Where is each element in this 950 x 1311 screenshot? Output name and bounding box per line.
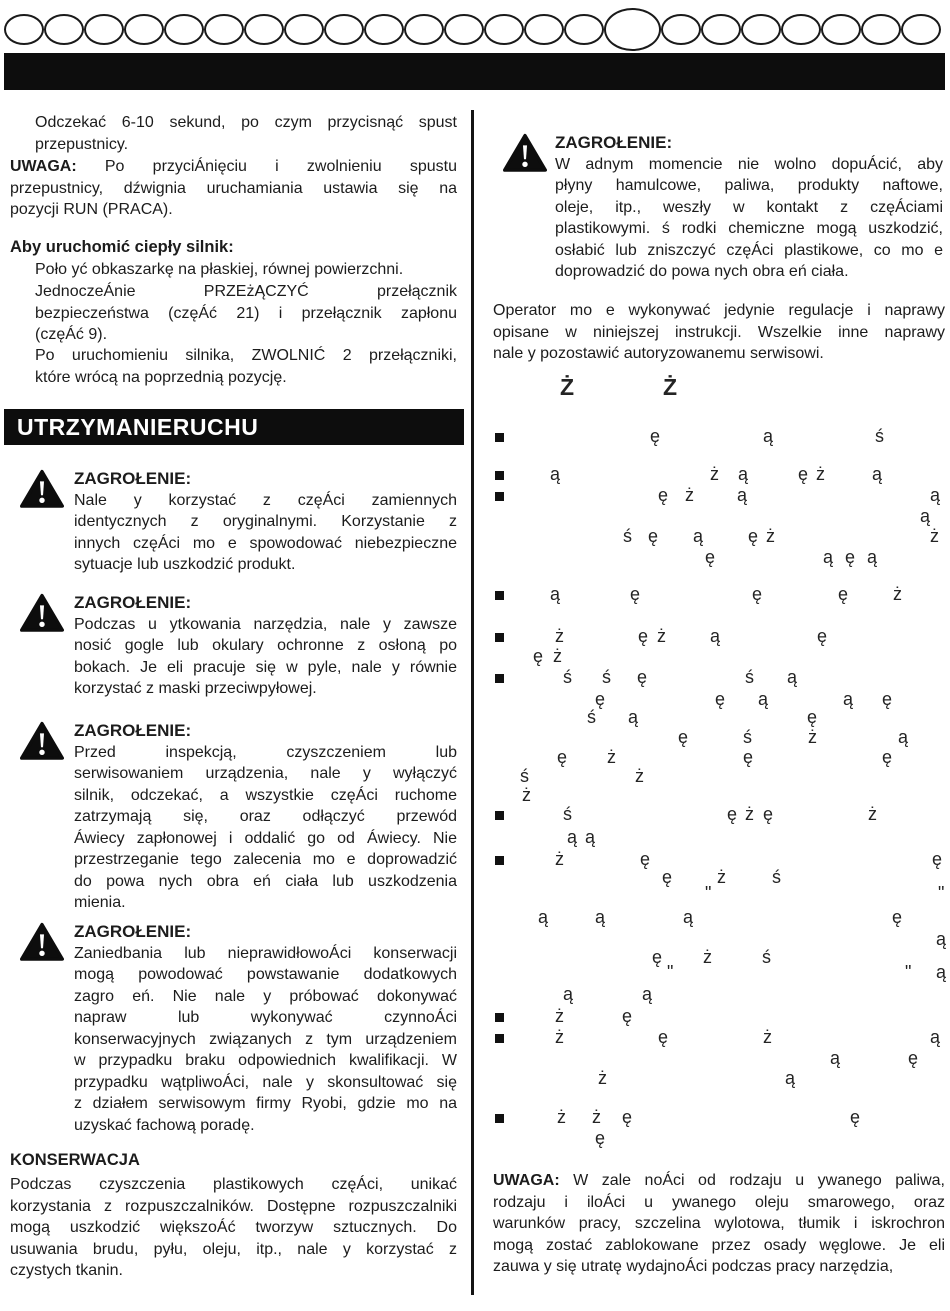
text-line: opisane w niniejszej instrukcji. Wszelkie inne naprawy	[493, 323, 945, 341]
chain-ellipse	[44, 14, 84, 45]
warning-block	[10, 921, 457, 1136]
degraded-glyph: ż	[557, 1107, 566, 1127]
degraded-glyph: ą	[683, 907, 694, 927]
chain-ellipse	[244, 14, 284, 45]
degraded-glyph: Ż	[560, 374, 575, 400]
text-line: napraw lub wykonywać czynnoÁci	[74, 1009, 457, 1026]
degraded-glyph: ś	[762, 947, 771, 967]
warning-body	[74, 742, 457, 914]
chain-ellipse	[524, 14, 564, 45]
degraded-glyph: ę	[637, 667, 648, 687]
degraded-glyph: ż	[703, 947, 712, 967]
warning-body	[74, 943, 457, 1137]
text-line: usuwania brudu, pyłu, oleju, itp., nale y korzystać z	[10, 1240, 457, 1258]
degraded-glyph: ą	[930, 485, 941, 505]
text-line: Zaniedbania lub nieprawidłowoÁci konserwacji	[74, 944, 457, 962]
note-paragraph	[493, 1170, 945, 1278]
warning-body	[74, 490, 457, 576]
warning-block	[10, 468, 457, 576]
degraded-glyph: ż	[553, 646, 562, 666]
degraded-glyph: ś	[520, 766, 529, 786]
text-line: sytuacje lub uszkodzić produkt.	[74, 556, 296, 573]
paragraph	[10, 259, 457, 281]
warning-block	[10, 592, 457, 700]
warning-title: ZAGROŁENIE:	[555, 133, 673, 152]
degraded-glyph: ę	[727, 804, 738, 824]
chain-ellipse	[901, 14, 941, 45]
text-line: uzyskać fachową poradę.	[74, 1116, 255, 1134]
maintenance-heading: KONSERWACJA	[10, 1151, 140, 1169]
warning-block	[474, 132, 950, 283]
degraded-glyph: ę	[705, 547, 716, 567]
degraded-glyph: ę	[908, 1048, 919, 1068]
degraded-glyph: ę	[882, 747, 893, 767]
text-line: do powa nych obra eń ciała lub uszkodzenia	[74, 872, 457, 890]
subheading: Aby uruchomić ciepły silnik:	[10, 238, 234, 256]
chain-ellipse	[444, 14, 484, 45]
degraded-glyph: ę	[838, 584, 849, 604]
degraded-glyph: ż	[592, 1107, 601, 1127]
text-line: pozycji RUN (PRACA).	[10, 201, 173, 218]
chain-ellipse	[4, 14, 44, 45]
text-line: JednoczeÁnie PRZEżĄCZYĆ przełącznik	[35, 283, 457, 300]
degraded-glyph: ą	[920, 506, 931, 526]
warning-block	[10, 720, 457, 914]
degraded-glyph: ę	[748, 526, 759, 546]
warning-icon	[20, 922, 64, 962]
degraded-glyph: ę	[557, 747, 568, 767]
warning-body	[555, 154, 943, 283]
degraded-glyph: ę	[845, 547, 856, 567]
degraded-glyph: ę	[630, 584, 641, 604]
degraded-glyph: ż	[635, 766, 644, 786]
text-line: W adnym momencie nie wolno dopuÁcić, aby	[555, 155, 943, 173]
chain-ellipse	[84, 14, 124, 45]
degraded-glyph: ę	[622, 1107, 633, 1127]
degraded-glyph: ą	[628, 707, 639, 727]
degraded-glyph: ś	[743, 727, 752, 747]
degraded-glyph: ą	[843, 689, 854, 709]
text-line: bokach. Je eli pracuje się w pyle, nale y równie	[74, 658, 457, 676]
chain-ellipse	[324, 14, 364, 45]
degraded-glyph: ę	[817, 626, 828, 646]
chain-ellipse	[124, 14, 164, 45]
warning-title: ZAGROŁENIE:	[74, 922, 192, 941]
degraded-glyph: ż	[598, 1068, 607, 1088]
degraded-glyph: ż	[816, 464, 825, 484]
degraded-glyph: ą	[550, 464, 561, 484]
warning-title: ZAGROŁENIE:	[74, 593, 192, 612]
degraded-glyph: ś	[745, 667, 754, 687]
warning-icon	[20, 469, 64, 509]
degraded-glyph: ś	[772, 867, 781, 887]
section-header-bar	[4, 409, 464, 445]
text-line: UWAGA: W zale noÁci od rodzaju u ywanego paliwa,	[493, 1172, 945, 1189]
text-line: (częÁć 9).	[35, 326, 108, 343]
degraded-glyph: ę	[595, 1128, 606, 1148]
degraded-glyph: ż	[555, 1006, 564, 1026]
degraded-glyph: ą	[785, 1068, 796, 1088]
text-line: Po uruchomieniu silnika, ZWOLNIĆ 2 przełączniki,	[35, 347, 457, 364]
degraded-glyph: ż	[763, 1027, 772, 1047]
degraded-glyph: ż	[893, 584, 902, 604]
degraded-glyph: ę	[892, 907, 903, 927]
degraded-glyph: ą	[550, 584, 561, 604]
text-line: które wrócą na poprzednią pozycję.	[35, 368, 287, 386]
degraded-glyph: ś	[563, 667, 572, 687]
text-line: przypadku wątpliwoÁci, nale y skonsultować się	[74, 1073, 457, 1091]
text-line: Przed inspekcją, czyszczeniem lub	[74, 743, 457, 761]
degraded-glyph: ą	[763, 426, 774, 446]
degraded-glyph: ą	[758, 689, 769, 709]
degraded-glyph: ą	[872, 464, 883, 484]
degraded-glyph: ą	[563, 984, 574, 1004]
degraded-glyph: ż	[685, 485, 694, 505]
chain-ellipse	[284, 14, 324, 45]
decorative-chain	[4, 6, 945, 52]
degraded-glyph: ę	[622, 1006, 633, 1026]
paragraph	[10, 112, 457, 155]
degraded-glyph: ę	[662, 867, 673, 887]
degraded-glyph: ę	[533, 646, 544, 666]
warning-icon	[20, 721, 64, 761]
degraded-glyph: ę	[752, 584, 763, 604]
top-black-bar	[4, 53, 945, 90]
text-line: Podczas czyszczenia plastikowych częÁci, unikać	[10, 1176, 457, 1193]
degraded-glyph: ą	[737, 485, 748, 505]
degraded-glyph: ę	[648, 526, 659, 546]
degraded-glyph: ę	[658, 485, 669, 505]
chain-ellipse	[404, 14, 444, 45]
warning-body	[74, 614, 457, 700]
text-line: Áwiecy zapłonowej i oddalić go od Áwiecy. Nie	[74, 829, 457, 847]
text-line: innych częÁci mo e spowodować niebezpieczne	[74, 534, 457, 552]
text-line: silnik, odczekać, a wszystkie częÁci ruchome	[74, 786, 457, 804]
degraded-glyph: ą	[642, 984, 653, 1004]
degraded-glyph: ą	[936, 929, 947, 949]
chain-ellipse	[204, 14, 244, 45]
warning-title: ZAGROŁENIE:	[74, 721, 192, 740]
chain-ellipse	[701, 14, 741, 45]
text-line: mienia.	[74, 894, 126, 911]
degraded-glyph: ą	[595, 907, 606, 927]
text-line: konserwacyjnych związanych z tym urządzeniem	[74, 1030, 457, 1048]
degraded-glyph: ę	[763, 804, 774, 824]
degraded-glyph: ś	[623, 526, 632, 546]
chain-ellipse	[821, 14, 861, 45]
warning-title: ZAGROŁENIE:	[74, 469, 192, 488]
degraded-glyph: Ż	[663, 374, 678, 400]
text-line: przestrzeganie tego zalecenia mo e doprowadzić	[74, 851, 457, 868]
text-line: mogą uszkodzić większoÁć tworzyw sztucznych. Do	[10, 1219, 457, 1236]
degraded-glyph: ą	[823, 547, 834, 567]
degraded-glyph: ę	[850, 1107, 861, 1127]
degraded-glyph: ę	[798, 464, 809, 484]
degraded-glyph: ż	[522, 785, 531, 805]
text-line: zatrzymają się, oraz odłączyć przewód	[74, 808, 457, 825]
degraded-glyph: ż	[766, 526, 775, 546]
degraded-glyph: ę	[882, 689, 893, 709]
note-paragraph	[10, 156, 457, 221]
chain-ellipse	[164, 14, 204, 45]
degraded-glyph: ż	[710, 464, 719, 484]
degraded-glyph: ę	[638, 626, 649, 646]
degraded-glyph: ą	[538, 907, 549, 927]
degraded-glyph: ą	[710, 626, 721, 646]
degraded-glyph: ę	[652, 947, 663, 967]
degraded-glyph: ą	[787, 667, 798, 687]
degraded-glyph: ż	[745, 804, 754, 824]
chain-ellipse	[364, 14, 404, 45]
text-line: w przypadku braku odpowiednich kwalifikacji. W	[74, 1052, 457, 1069]
text-line: mogą powodować powstawanie dodatkowych	[74, 966, 457, 983]
degraded-glyph: ż	[607, 747, 616, 767]
text-line: płyny hamulcowe, paliwa, produkty naftowe,	[555, 177, 943, 194]
text-line: Podczas u ytkowania narzędzia, nale y zawsze	[74, 615, 457, 633]
text-line: przepustnicy.	[35, 135, 129, 153]
warning-icon	[503, 133, 547, 173]
text-line: oleje, itp., weszły w kontakt z częÁciami	[555, 198, 943, 216]
degraded-glyph: ę	[678, 727, 689, 747]
degraded-glyph: ę	[715, 689, 726, 709]
chain-ellipse	[604, 8, 661, 51]
chain-ellipse	[484, 14, 524, 45]
degraded-glyph: ą	[585, 827, 596, 847]
text-line: bezpieczeństwa (częÁć 21) i przełącznik zapłonu	[35, 304, 457, 322]
left-column	[10, 110, 457, 1300]
degraded-glyph: ś	[587, 707, 596, 727]
degraded-glyph: ę	[595, 689, 606, 709]
chain-ellipse	[741, 14, 781, 45]
text-line: identycznych z oryginalnymi. Korzystanie z	[74, 513, 457, 530]
degraded-glyph: ą	[930, 1027, 941, 1047]
degraded-glyph: ś	[602, 667, 611, 687]
degraded-glyph: ż	[657, 626, 666, 646]
text-line: nale y pozostawić autoryzowanemu serwisowi.	[493, 345, 824, 362]
degraded-glyph: "	[938, 883, 945, 903]
text-line: doprowadzić do powa nych obra eń ciała.	[555, 263, 849, 280]
text-line: zauwa y się utratę wydajnoÁci podczas pracy narzędzia,	[493, 1258, 894, 1275]
text-line: UWAGA: Po przyciÁnięciu i zwolnieniu spustu	[10, 158, 457, 175]
degraded-glyph: ą	[867, 547, 878, 567]
text-line: korzystania z rozpuszczalników. Dostępne rozpuszczalniki	[10, 1197, 457, 1215]
warning-icon	[20, 593, 64, 633]
degraded-glyph: ż	[868, 804, 877, 824]
paragraph	[10, 281, 457, 346]
text-line: Poło yć obkaszarkę na płaskiej, równej powierzchni.	[35, 261, 404, 278]
chain-ellipse	[781, 14, 821, 45]
degraded-glyph: ż	[717, 867, 726, 887]
paragraph	[10, 1174, 457, 1282]
chain-ellipse	[861, 14, 901, 45]
degraded-glyph: ą	[830, 1048, 841, 1068]
degraded-glyph: ą	[936, 962, 947, 982]
text-line: czystych tkanin.	[10, 1262, 123, 1279]
degraded-glyph: ą	[567, 827, 578, 847]
degraded-glyph: ż	[555, 626, 564, 646]
degraded-glyph: ś	[875, 426, 884, 446]
degraded-glyph: "	[667, 962, 674, 982]
text-line: warunków pracy, szczelina wylotowa, tłumik i iskrochron	[493, 1215, 945, 1232]
chain-ellipse	[564, 14, 604, 45]
degraded-glyph: ą	[693, 526, 704, 546]
paragraph	[493, 300, 945, 365]
text-line: Odczekać 6-10 sekund, po czym przycisnąć spust	[35, 114, 457, 131]
degraded-glyph: ż	[930, 526, 939, 546]
degraded-glyph: ś	[563, 804, 572, 824]
degraded-glyph: ę	[932, 849, 943, 869]
text-line: rodzaju i iloÁci u ywanego oleju smarowego, oraz	[493, 1193, 945, 1211]
text-line: zagro eń. Nie nale y próbować dokonywać	[74, 987, 457, 1005]
degraded-glyph: ż	[555, 849, 564, 869]
text-line: plastikowymi. ś rodki chemiczne mogą uszkodzić,	[555, 220, 943, 237]
text-line: nosić gogle lub okulary ochronne z osłoną po	[74, 637, 457, 654]
chain-ellipse	[661, 14, 701, 45]
text-line: przepustnicy, dźwignia uruchamiania ustawia się na	[10, 179, 457, 197]
degraded-glyph: ę	[807, 707, 818, 727]
text-line: Nale y korzystać z częÁci zamiennych	[74, 491, 457, 509]
degraded-glyph: "	[905, 962, 912, 982]
paragraph	[10, 345, 457, 388]
text-line: z działem serwisowym firmy Ryobi, gdzie mo na	[74, 1095, 457, 1112]
degraded-glyph: ą	[738, 464, 749, 484]
degraded-glyph: ę	[640, 849, 651, 869]
text-line: serwisowaniem urządzenia, nale y wyłączyć	[74, 765, 457, 782]
text-line: Operator mo e wykonywać jedynie regulacje i naprawy	[493, 302, 945, 319]
degraded-glyph: ę	[658, 1027, 669, 1047]
text-line: korzystać z maski przeciwpyłowej.	[74, 680, 317, 697]
degraded-glyph: ż	[555, 1027, 564, 1047]
degraded-glyph: "	[705, 883, 712, 903]
degraded-glyph: ę	[650, 426, 661, 446]
text-line: osłabić lub zniszczyć częÁci plastikowe, co mo e	[555, 241, 943, 259]
degraded-glyph: ą	[898, 727, 909, 747]
text-line: mogą zostać zablokowane przez osady węglowe. Je eli	[493, 1236, 945, 1254]
right-column	[474, 110, 950, 1300]
degraded-glyph: ę	[743, 747, 754, 767]
section-header-label: UTRZYMANIERUCHU	[17, 414, 259, 440]
degraded-glyph: ż	[808, 727, 817, 747]
